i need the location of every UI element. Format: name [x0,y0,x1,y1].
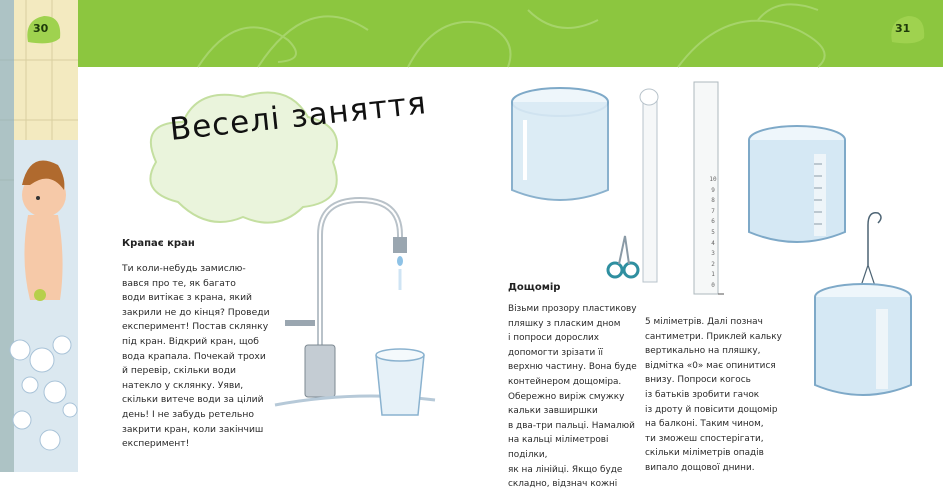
strip-label: 1 [711,271,715,279]
hanging-rain-gauge-illustration [808,205,918,405]
strip-label: 6 [711,218,715,226]
strip-label: 5 [711,228,715,236]
strip-label: 2 [711,260,715,268]
strip-label: 3 [711,250,715,258]
strip-label: 4 [711,239,715,247]
rain-gauge-text-col1: Візьми прозору пластикову пляшку з пласким дном і попроси дорослих допомогти зрізати її верхню частину. Вона буде контейнером дощоміра. Обережно виріж смужку кальки завширшки в два-три пальці. Намалюй на кальці міліметрові поділки, як на лінійці. Якщо буде складно, відзнач кожні [508,304,637,490]
rain-gauge-heading: Дощомір [508,282,561,293]
header-swirl-decoration [78,0,943,67]
bathroom-drawing [0,0,78,472]
strip-label: 8 [711,197,715,205]
glass-illustration [370,345,430,420]
strip-label: 7 [711,207,715,215]
header-band [78,0,943,67]
strip-tick-labels [706,175,720,292]
tap-body-text: Ти коли-небудь замислю- вався про те, як багато води витікає з крана, який закрили не до кінця? Проведи експеримент! Постав склянку під кран. Відкрий кран, щоб вода крапала. Почекай трохи й перевір, скільки води натекло у склянку. Уяви, скільки витече води за цілий день! І не забудь ретельно закрити кран, коли закінчиш експеримент! [122,263,270,450]
page-number-right: 31 [895,22,911,35]
strip-label: 10 [709,176,717,183]
strip-label: 9 [711,186,715,194]
scissors-icon [605,232,640,282]
page-number-left: 30 [33,22,49,35]
cut-bottle-illustration [505,80,615,210]
rain-gauge-text-col2: 5 міліметрів. Далі познач сантиметри. Приклей кальку вертикально на пляшку, відмітка «0» має опинитися внизу. Попроси когось із батьків зробити гачок із дроту й повісити дощомір на балконі. Таким чином, ти зможеш спостерігати, скільки міліметрів опадів випало дощової днини. [645,317,782,473]
page-title: Веселі заняття [168,85,429,148]
paper-roll-illustration [637,85,662,285]
tap-heading: Крапає кран [122,238,195,249]
boy-bath-illustration [0,0,78,472]
strip-label: 0 [711,281,715,289]
